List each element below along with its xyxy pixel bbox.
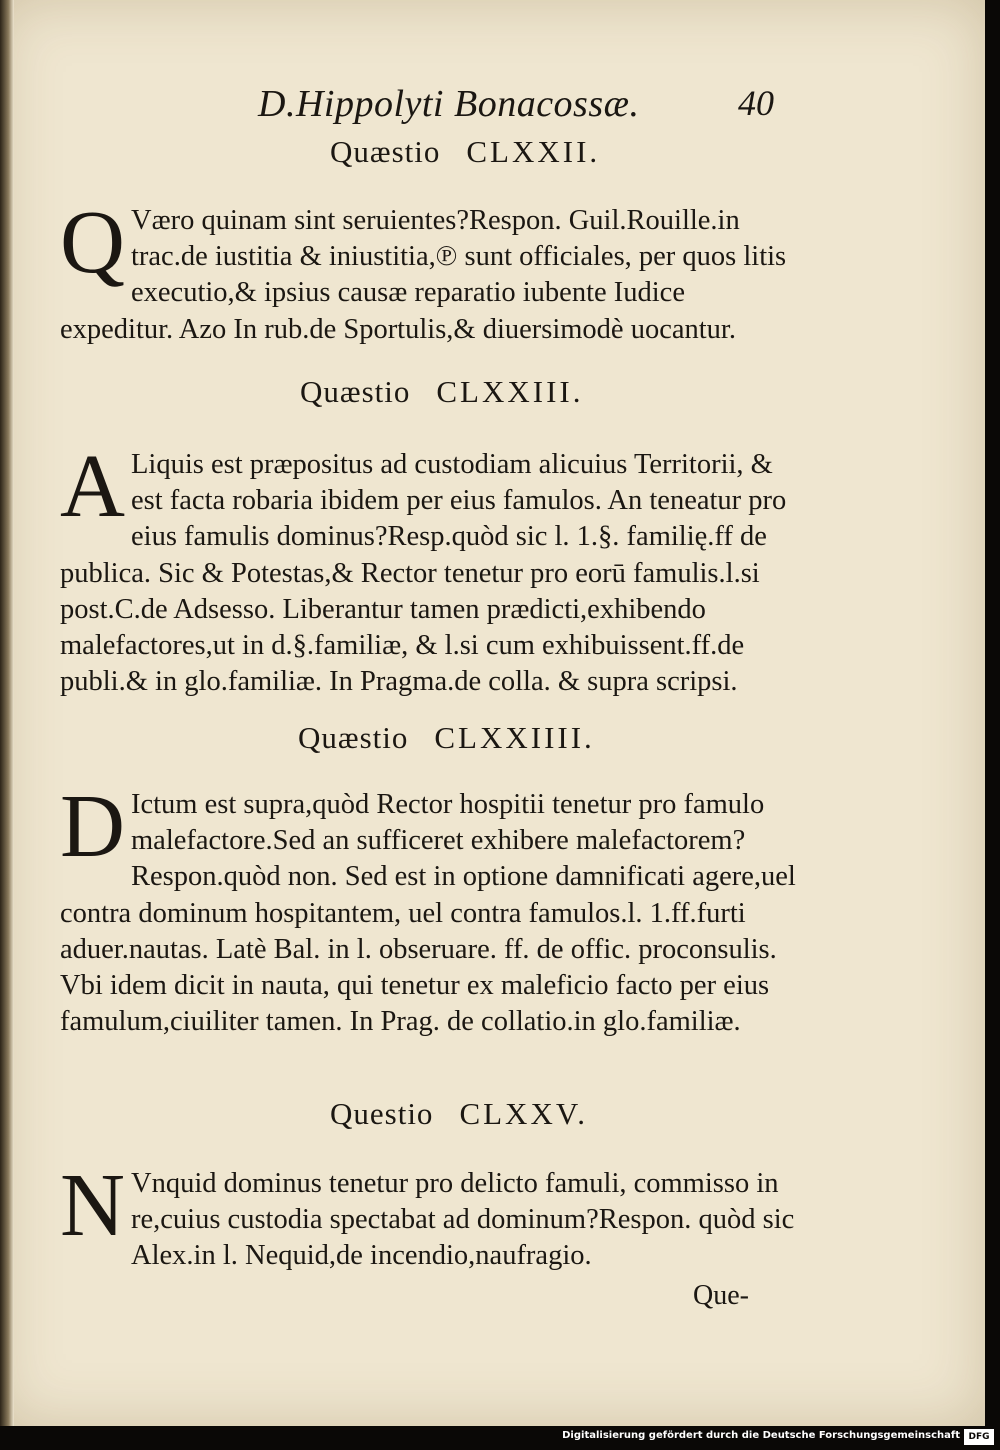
footer-bar bbox=[0, 1426, 1000, 1450]
heading-word: Quæstio bbox=[298, 720, 409, 755]
running-title: D.Hippolyti Bonacossæ. bbox=[258, 83, 640, 125]
section-paragraph bbox=[60, 1156, 805, 1275]
drop-cap: A bbox=[60, 437, 125, 536]
page-number: 40 bbox=[738, 83, 774, 123]
section-heading bbox=[300, 374, 583, 410]
drop-cap: D bbox=[60, 777, 125, 876]
heading-number: CLXXIIII. bbox=[434, 720, 595, 755]
digitization-credit: Digitalisierung gefördert durch die Deutsche Forschungsgemeinschaft bbox=[562, 1430, 960, 1441]
section-paragraph bbox=[60, 193, 805, 348]
drop-cap: Q bbox=[60, 193, 125, 292]
section-heading bbox=[330, 1096, 588, 1132]
paragraph-text: Ictum est supra,quòd Rector hospitii tenetur pro famulo malefactore.Sed an sufficeret exhibere malefactorem?Respon.quòd non. Sed est in optione damnificati agere,uel contra dominum hospitantem, uel contra famulos.l. 1.ff.furti aduer.nautas. Latè Bal. in l. obseruare. ff. de offic. proconsulis. Vbi idem dicit in nauta, qui tenetur ex maleficio facto per eius famulum,ciuiliter tamen. In Prag. de collatio.in glo.familiæ. bbox=[60, 789, 796, 1038]
heading-word: Questio bbox=[330, 1096, 434, 1131]
paragraph-text: Væro quinam sint seruientes?Respon. Guil.Rouille.in trac.de iustitia & iniustitia,℗ sunt officiales, per quos litis executio,& ipsius causæ reparatio iubente Iudice expeditur. Azo In rub.de Sportulis,& diuersimodè uocantur. bbox=[60, 205, 787, 345]
heading-word: Quæstio bbox=[330, 134, 441, 169]
dfg-logo: DFG bbox=[964, 1429, 994, 1445]
heading-number: CLXXIII. bbox=[436, 374, 584, 409]
heading-word: Quæstio bbox=[300, 374, 411, 409]
section-paragraph bbox=[60, 777, 805, 1040]
section-heading bbox=[298, 720, 595, 756]
section-paragraph bbox=[60, 437, 805, 700]
section-heading bbox=[330, 134, 600, 170]
paragraph-text: Liquis est præpositus ad custodiam alicuius Territorii, & est facta robaria ibidem per eius famulos. An teneatur pro eius famulis dominus?Resp.quòd sic l. 1.§. familię.ff de publica. Sic & Potestas,& Rector tenetur pro eorū famulis.l.si post.C.de Adsesso. Liberantur tamen prædicti,exhibendo malefactores,ut in d.§.familiæ, & l.si cum exhibuissent.ff.de publi.& in glo.familiæ. In Pragma.de colla. & supra scripsi. bbox=[60, 449, 787, 698]
heading-number: CLXXV. bbox=[459, 1096, 588, 1131]
catchword: Que- bbox=[693, 1280, 749, 1311]
drop-cap: N bbox=[60, 1156, 125, 1255]
heading-number: CLXXII. bbox=[466, 134, 601, 169]
paragraph-text: Vnquid dominus tenetur pro delicto famuli, commisso in re,cuius custodia spectabat ad dominum?Respon. quòd sic Alex.in l. Nequid,de incendio,naufragio. bbox=[131, 1168, 795, 1272]
page-header bbox=[0, 82, 985, 132]
page-gutter bbox=[0, 0, 14, 1426]
